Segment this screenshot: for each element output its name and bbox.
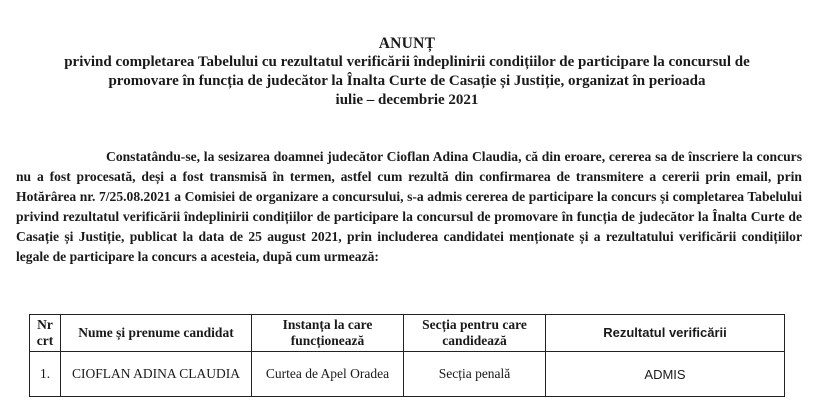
announcement-body: Constatându-se, la sesizarea doamnei judecător Cioflan Adina Claudia, că din eroare, cererea sa de înscriere la concurs nu a fost procesată, deși a fost transmisă în termen, astfel cum rezultă din confirmarea de transmitere a cererii prin email, prin Hotărârea nr. 7/25.08.2021 a Comisiei de organizare a concursului, s-a admis cererea de participare la concurs și completarea Tabelului privind rezultatul verificării îndeplinirii condițiilor de participare la concursul de promovare în funcția de judecător la Înalta Curte de Casație și Justiție, publicat la data de 25 august 2021, prin includerea candidatei menționate și a rezultatului verificării condițiilor legale de participare la concurs a acesteia, după cum urmează: [16, 149, 802, 264]
header-nr: Nr crt [30, 315, 61, 352]
announcement-title: ANUNȚ [378, 35, 436, 52]
cell-section: Secția penală [404, 352, 546, 397]
cell-nr: 1. [30, 352, 61, 397]
announcement-heading [30, 34, 784, 110]
announcement-subtitle-line-3: iulie – decembrie 2021 [335, 92, 479, 108]
announcement-subtitle-line-2: promovare în funcția de judecător la Înalta Curte de Casație și Justiție, organizat în perioada [108, 73, 706, 89]
cell-instance: Curtea de Apel Oradea [252, 352, 404, 397]
announcement-subtitle-line-1: privind completarea Tabelului cu rezultatul verificării îndeplinirii condițiilor de participare la concursul de [64, 54, 750, 70]
header-section: Secția pentru care candidează [404, 315, 546, 352]
header-result: Rezultatul verificării [546, 315, 785, 352]
header-instance: Instanța la care funcționează [252, 315, 404, 352]
header-name: Nume și prenume candidat [61, 315, 252, 352]
cell-name: CIOFLAN ADINA CLAUDIA [61, 352, 252, 397]
table-header-row [30, 315, 785, 352]
cell-result: ADMIS [546, 352, 785, 397]
table-row [30, 352, 785, 397]
results-table [29, 314, 785, 397]
